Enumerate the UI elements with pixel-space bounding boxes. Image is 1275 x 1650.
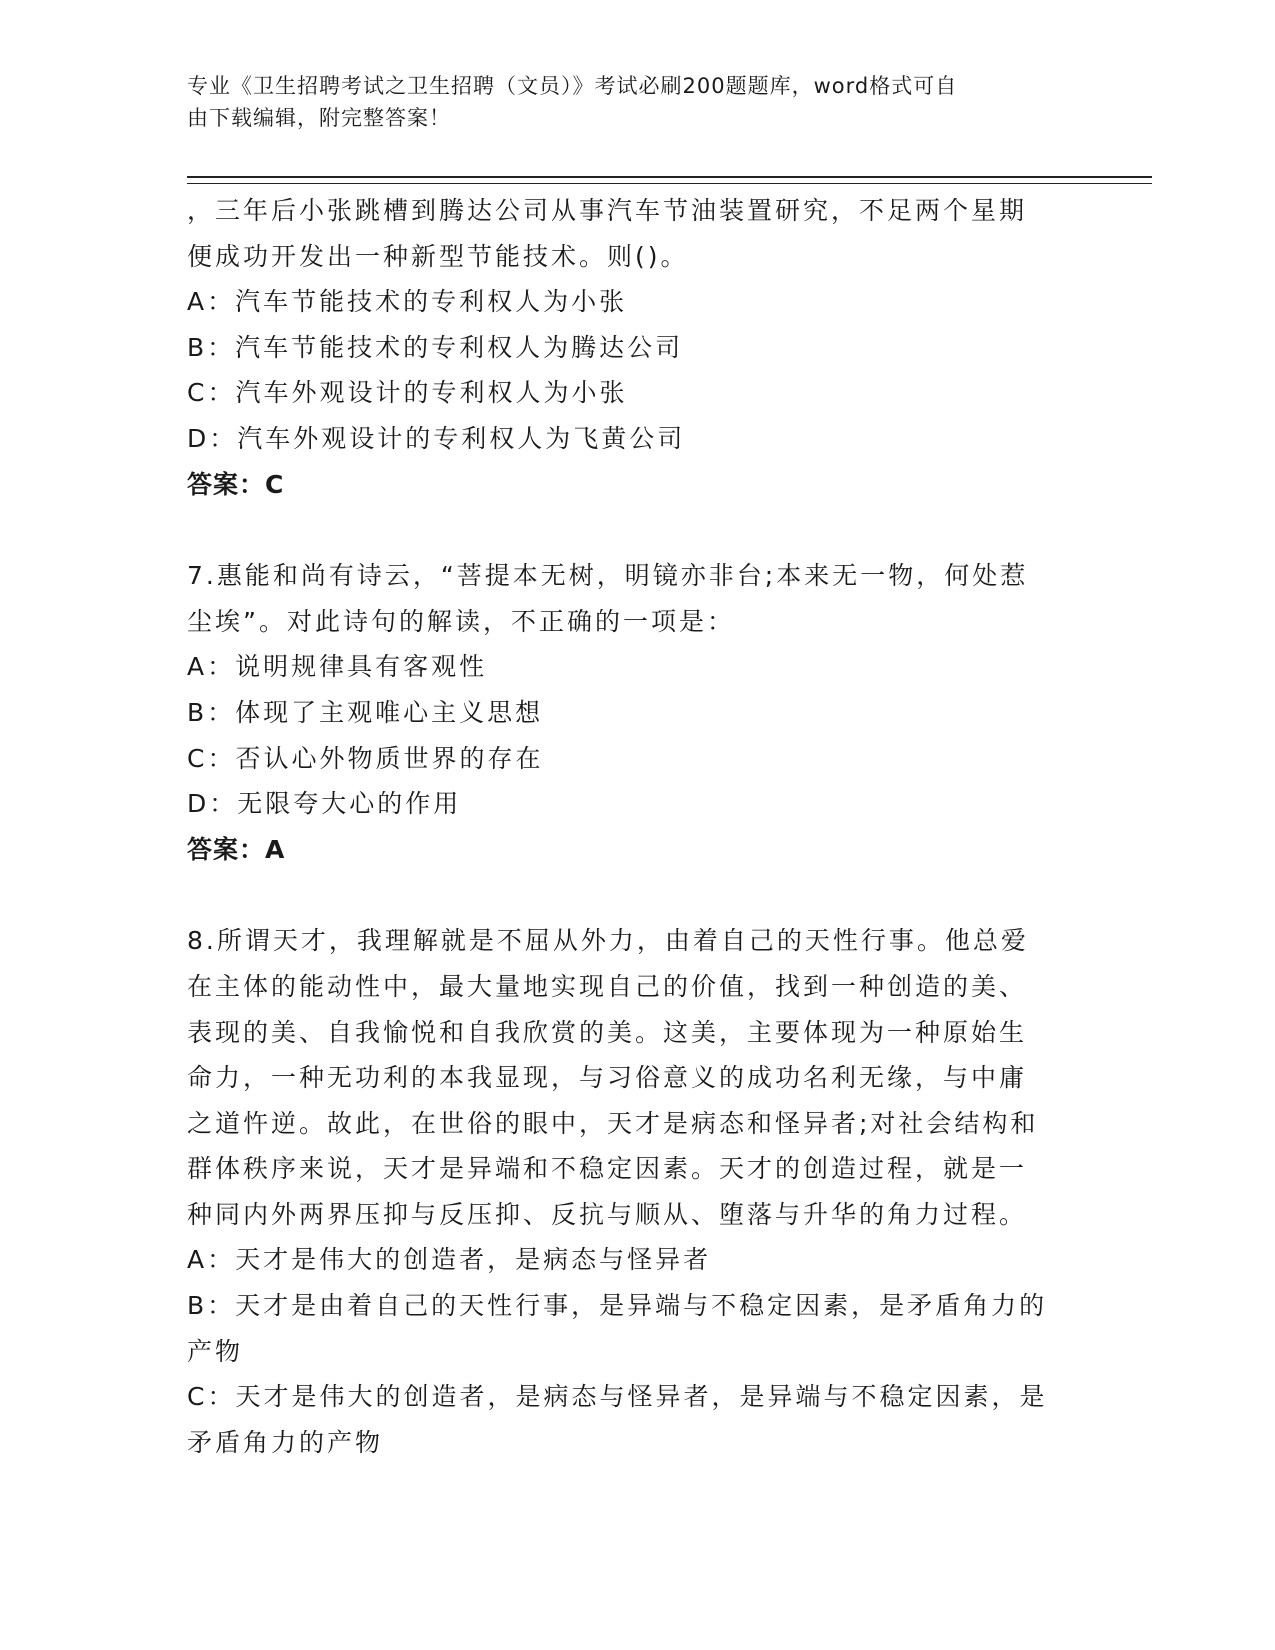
option-b: B：天才是由着自己的天性行事，是异端与不稳定因素，是矛盾角力的: [187, 1291, 1048, 1321]
question-stem-line: 8.所谓天才，我理解就是不屈从外力，由着自己的天性行事。他总爱: [187, 926, 1029, 956]
question-7: [187, 553, 1067, 872]
question-stem-line: 命力，一种无功利的本我显现，与习俗意义的成功名利无缘，与中庸: [187, 1063, 1028, 1093]
spacer: [187, 507, 1067, 553]
question-stem-line: 种同内外两界压抑与反压抑、反抗与顺从、堕落与升华的角力过程。: [187, 1199, 1028, 1229]
answer-label: 答案：C: [187, 469, 285, 499]
option-a: A：天才是伟大的创造者，是病态与怪异者: [187, 1245, 712, 1275]
question-stem-line: ，三年后小张跳槽到腾达公司从事汽车节油装置研究，不足两个星期: [187, 196, 1028, 225]
header-line: 由下载编辑，附完整答案！: [187, 106, 451, 130]
document-header: [187, 70, 1067, 134]
question-stem-line: 群体秩序来说，天才是异端和不稳定因素。天才的创造过程，就是一: [187, 1154, 1028, 1184]
answer-label: 答案：A: [187, 834, 286, 864]
option-c: C：汽车外观设计的专利权人为小张: [187, 378, 628, 408]
header-line: 专业《卫生招聘考试之卫生招聘（文员）》考试必刷200题题库，word格式可自: [187, 74, 958, 98]
option-a: A：说明规律具有客观性: [187, 652, 488, 682]
question-content: [187, 188, 1067, 1465]
question-stem-line: 表现的美、自我愉悦和自我欣赏的美。这美，主要体现为一种原始生: [187, 1017, 1028, 1047]
question-stem-line: 尘埃”。对此诗句的解读，不正确的一项是：: [187, 606, 735, 636]
question-stem-line: 7.惠能和尚有诗云，“菩提本无树，明镜亦非台;本来无一物，何处惹: [187, 561, 1029, 591]
question-8: [187, 918, 1067, 1465]
header-divider-thin: [187, 183, 1152, 184]
option-b: B：汽车节能技术的专利权人为腾达公司: [187, 332, 684, 362]
question-6: [187, 188, 1067, 507]
option-d: D：汽车外观设计的专利权人为飞黄公司: [187, 423, 686, 453]
header-divider-thick: [187, 176, 1152, 178]
option-c-continued: 矛盾角力的产物: [187, 1427, 384, 1457]
option-b: B：体现了主观唯心主义思想: [187, 697, 544, 727]
question-stem-line: 之道忤逆。故此，在世俗的眼中，天才是病态和怪异者;对社会结构和: [187, 1108, 1039, 1138]
option-d: D：无限夸大心的作用: [187, 789, 462, 819]
question-stem-line: 便成功开发出一种新型节能技术。则()。: [187, 241, 689, 271]
option-c: C：否认心外物质世界的存在: [187, 743, 544, 773]
option-b-continued: 产物: [187, 1336, 244, 1366]
question-stem-line: 在主体的能动性中，最大量地实现自己的价值，找到一种创造的美、: [187, 971, 1028, 1001]
spacer: [187, 872, 1067, 918]
option-a: A：汽车节能技术的专利权人为小张: [187, 287, 628, 317]
option-c: C：天才是伟大的创造者，是病态与怪异者，是异端与不稳定因素，是: [187, 1382, 1048, 1412]
